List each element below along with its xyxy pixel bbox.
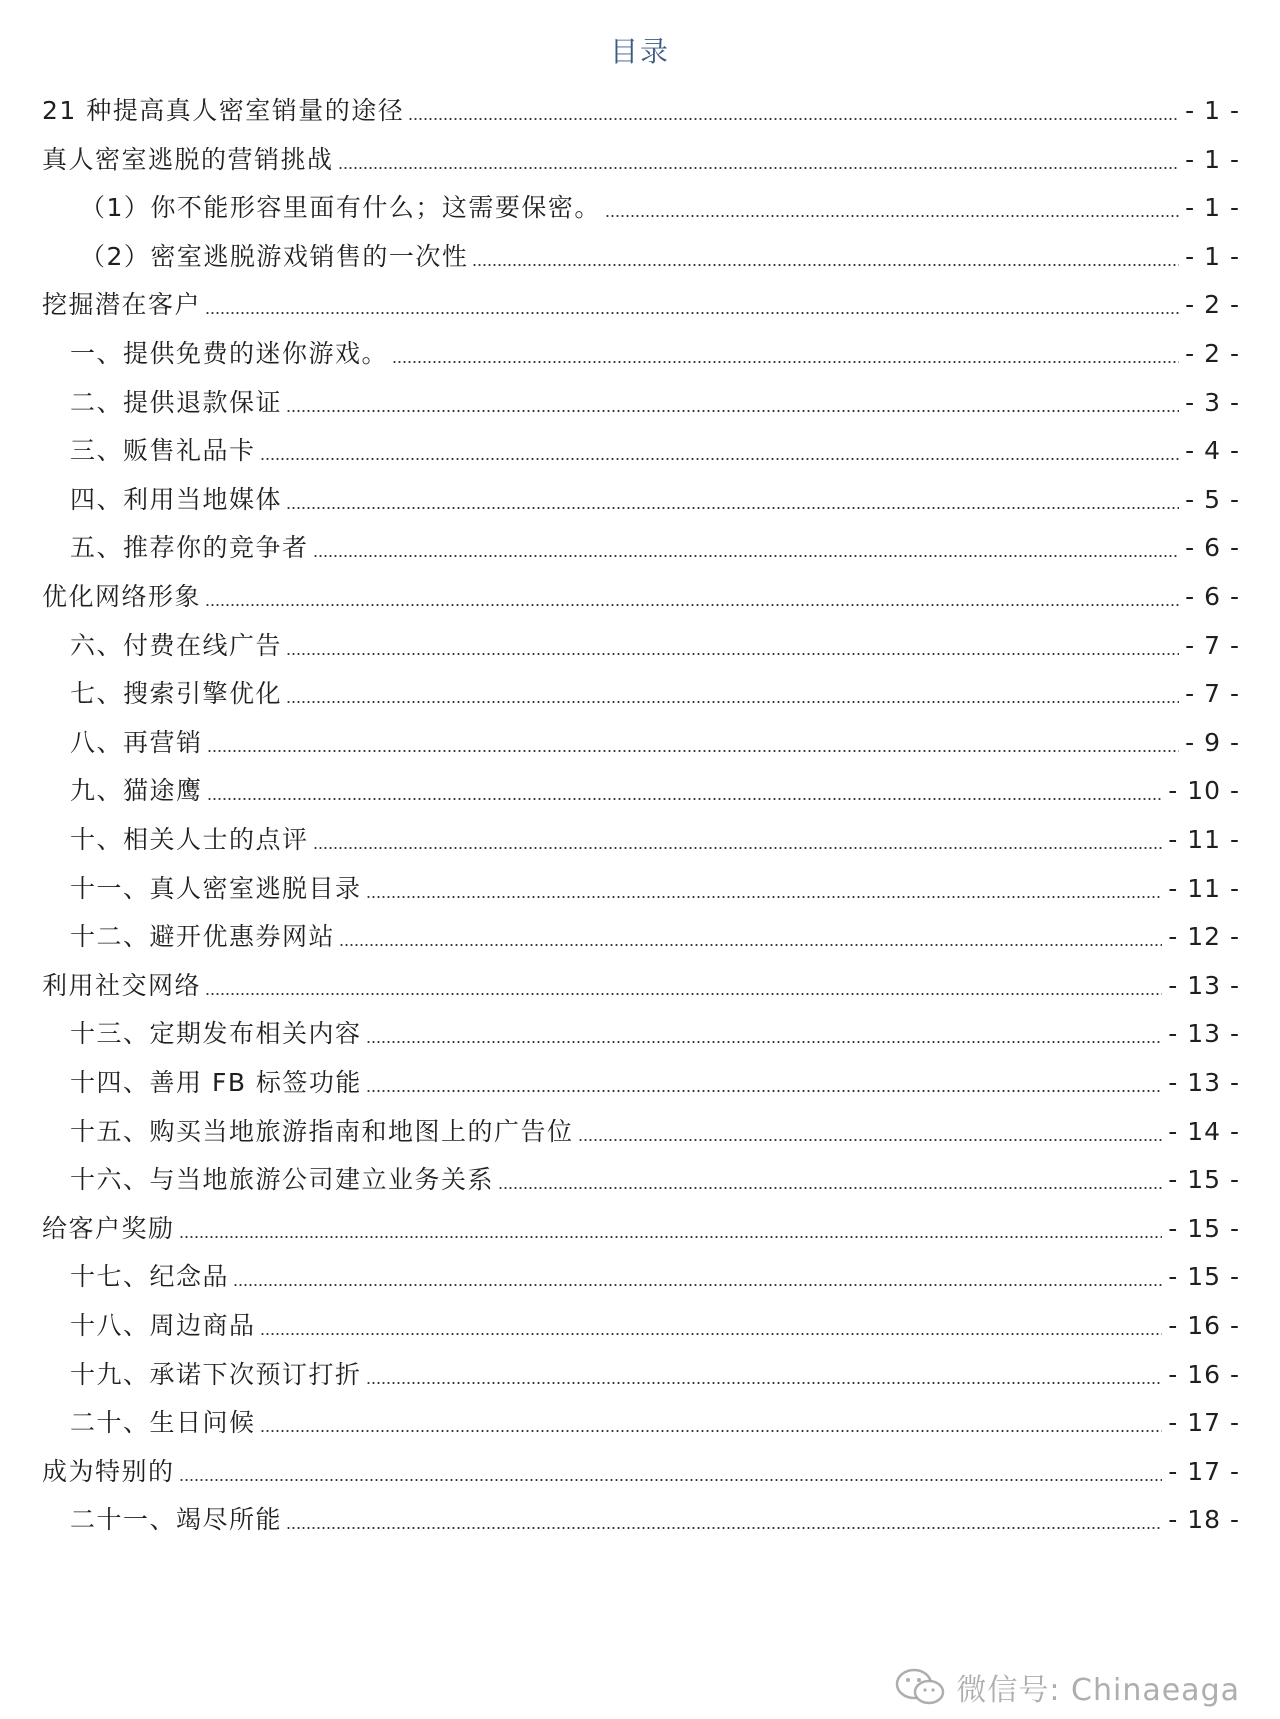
toc-entry-label: 十六、与当地旅游公司建立业务关系 — [70, 1165, 495, 1195]
toc-entry-label: 真人密室逃脱的营销挑战 — [42, 144, 334, 174]
toc-entry-label: 成为特别的 — [42, 1456, 175, 1486]
dot-leader — [339, 944, 1162, 946]
watermark — [894, 1665, 1240, 1709]
toc-entry-label: 二十一、竭尽所能 — [70, 1505, 283, 1535]
toc-entry-page-number: - 1 - — [1185, 96, 1240, 125]
toc-entry[interactable] — [0, 1155, 1280, 1195]
toc-entry[interactable] — [0, 86, 1280, 126]
toc-entry[interactable] — [0, 1058, 1280, 1098]
toc-entry-label: 二十、生日问候 — [70, 1408, 256, 1438]
toc-entry[interactable] — [0, 815, 1280, 855]
toc-entry-label: 十、相关人士的点评 — [70, 825, 309, 854]
dot-leader — [205, 993, 1162, 995]
toc-entry-label: 十九、承诺下次预订打折 — [70, 1359, 362, 1389]
toc-entry-page-number: - 16 - — [1168, 1359, 1240, 1389]
dot-leader — [179, 1236, 1163, 1238]
toc-entry-label: 十四、善用 FB 标签功能 — [70, 1068, 362, 1097]
toc-entry-page-number: - 9 - — [1185, 727, 1240, 757]
toc-entry[interactable] — [0, 232, 1280, 272]
toc-entry-page-number: - 1 - — [1185, 193, 1240, 223]
toc-entry[interactable] — [0, 1009, 1280, 1049]
toc-entry[interactable] — [0, 572, 1280, 612]
dot-leader — [313, 555, 1180, 557]
dot-leader — [338, 167, 1180, 169]
toc-entry-page-number: - 15 - — [1168, 1213, 1240, 1243]
dot-leader — [366, 1382, 1163, 1384]
toc-entry[interactable] — [0, 329, 1280, 369]
toc-entry-page-number: - 14 - — [1168, 1116, 1240, 1146]
toc-entry-label: 十一、真人密室逃脱目录 — [70, 873, 362, 903]
toc-entry-label: 三、贩售礼品卡 — [70, 436, 256, 466]
toc-entry[interactable] — [0, 1107, 1280, 1147]
toc-entry-label: 一、提供免费的迷你游戏。 — [70, 339, 389, 368]
toc-entry-label: 给客户奖励 — [42, 1213, 175, 1243]
toc-entry-page-number: - 11 - — [1168, 873, 1240, 903]
dot-leader — [260, 1333, 1163, 1335]
toc-entry-label: 优化网络形象 — [42, 582, 202, 611]
toc-entry-page-number: - 17 - — [1168, 1456, 1240, 1486]
toc-entry-label: 五、推荐你的竞争者 — [70, 533, 309, 563]
toc-entry-page-number: - 2 - — [1185, 290, 1240, 320]
toc-entry-label: 十五、购买当地旅游指南和地图上的广告位 — [70, 1116, 574, 1146]
toc-entry-page-number: - 7 - — [1185, 630, 1240, 660]
toc-entry-page-number: - 11 - — [1168, 825, 1240, 854]
dot-leader — [286, 507, 1179, 509]
toc-entry-label: 利用社交网络 — [42, 970, 202, 1000]
toc-entry-page-number: - 18 - — [1168, 1505, 1240, 1535]
dot-leader — [408, 118, 1179, 120]
toc-entry[interactable] — [0, 135, 1280, 175]
toc-entry-page-number: - 15 - — [1168, 1262, 1240, 1292]
toc-entry[interactable] — [0, 1252, 1280, 1292]
toc-entry-page-number: - 5 - — [1185, 484, 1240, 514]
dot-leader — [392, 361, 1179, 363]
dot-leader — [207, 798, 1163, 800]
dot-leader — [286, 410, 1179, 412]
toc-entry-label: 十三、定期发布相关内容 — [70, 1019, 362, 1049]
toc-entry-page-number: - 12 - — [1168, 922, 1240, 952]
toc-entry-page-number: - 1 - — [1185, 144, 1240, 174]
toc-entry-page-number: - 7 - — [1185, 679, 1240, 709]
dot-leader — [605, 215, 1179, 217]
dot-leader — [207, 750, 1180, 752]
toc-entry-page-number: - 3 - — [1185, 387, 1240, 417]
toc-entry-label: 九、猫途鹰 — [70, 776, 203, 806]
toc-entry-label: 十二、避开优惠券网站 — [70, 922, 336, 952]
toc-entry[interactable] — [0, 669, 1280, 709]
dot-leader — [366, 1041, 1163, 1043]
toc-entry-page-number: - 15 - — [1168, 1165, 1240, 1195]
toc-entry[interactable] — [0, 766, 1280, 806]
toc-entry-label: 八、再营销 — [70, 727, 203, 757]
toc-entry-page-number: - 10 - — [1168, 776, 1240, 806]
dot-leader — [260, 1430, 1163, 1432]
dot-leader — [286, 701, 1179, 703]
dot-leader — [286, 653, 1179, 655]
page-title: 目录 — [609, 35, 670, 68]
toc-entry-page-number: - 13 - — [1168, 1019, 1240, 1049]
toc-entry-page-number: - 4 - — [1185, 436, 1240, 466]
dot-leader — [313, 847, 1163, 849]
toc-entry-page-number: - 13 - — [1168, 1068, 1240, 1097]
dot-leader — [260, 458, 1180, 460]
toc-entry[interactable] — [0, 718, 1280, 758]
dot-leader — [286, 1527, 1162, 1529]
dot-leader — [233, 1284, 1162, 1286]
toc-entry-label: 十八、周边商品 — [70, 1311, 256, 1340]
toc-entry[interactable] — [0, 961, 1280, 1001]
toc-entry[interactable] — [0, 1398, 1280, 1438]
watermark-text: 微信号: Chinaeaga — [956, 1673, 1240, 1708]
toc-entry[interactable] — [0, 1301, 1280, 1341]
dot-leader — [472, 264, 1179, 266]
toc-entry[interactable] — [0, 280, 1280, 320]
toc-entry-label: 六、付费在线广告 — [70, 630, 283, 660]
toc-entry-label: 21 种提高真人密室销量的途径 — [42, 96, 405, 125]
dot-leader — [205, 312, 1179, 314]
toc-entry-label: 七、搜索引擎优化 — [70, 679, 283, 709]
toc-entry-label: 二、提供退款保证 — [70, 387, 283, 417]
dot-leader — [179, 1479, 1163, 1481]
toc-entry[interactable] — [0, 1204, 1280, 1244]
toc-entry-page-number: - 16 - — [1168, 1311, 1240, 1340]
toc-entry[interactable] — [0, 426, 1280, 466]
toc-entry[interactable] — [0, 1350, 1280, 1390]
toc-entry-label: （1）你不能形容里面有什么；这需要保密。 — [80, 193, 601, 223]
dot-leader — [498, 1187, 1162, 1189]
dot-leader — [578, 1139, 1163, 1141]
toc-entry-page-number: - 6 - — [1185, 582, 1240, 611]
toc-entry[interactable] — [0, 912, 1280, 952]
toc-entry[interactable] — [0, 475, 1280, 515]
toc-entry[interactable] — [0, 621, 1280, 661]
toc-entry[interactable] — [0, 864, 1280, 904]
dot-leader — [205, 604, 1179, 606]
toc-entry-label: （2）密室逃脱游戏销售的一次性 — [80, 241, 469, 271]
toc-entry-label: 四、利用当地媒体 — [70, 484, 283, 514]
toc-entry[interactable] — [0, 523, 1280, 563]
toc-entry-label: 挖掘潜在客户 — [42, 290, 202, 320]
toc-entry[interactable] — [0, 1447, 1280, 1487]
toc-entry-page-number: - 17 - — [1168, 1408, 1240, 1438]
toc-entry-page-number: - 6 - — [1185, 533, 1240, 563]
toc-entry[interactable] — [0, 183, 1280, 223]
toc-entry[interactable] — [0, 378, 1280, 418]
toc-entry-page-number: - 13 - — [1168, 970, 1240, 1000]
wechat-icon — [894, 1667, 948, 1707]
dot-leader — [366, 896, 1163, 898]
dot-leader — [366, 1090, 1162, 1092]
toc-entry-label: 十七、纪念品 — [70, 1262, 230, 1292]
toc-entry-page-number: - 2 - — [1185, 339, 1240, 368]
toc-entry-page-number: - 1 - — [1185, 241, 1240, 271]
toc-entry[interactable] — [0, 1495, 1280, 1535]
